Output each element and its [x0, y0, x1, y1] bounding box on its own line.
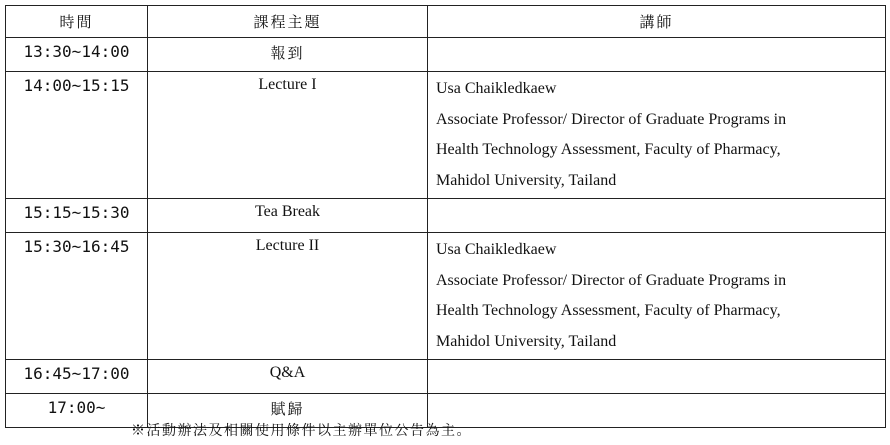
table-row	[6, 38, 886, 72]
speaker-cell	[428, 360, 886, 394]
speaker-title-line: Health Technology Assessment, Faculty of Pharmacy,	[436, 141, 781, 158]
schedule-table	[5, 5, 886, 428]
time-cell: 17:00~	[6, 394, 148, 428]
topic-cell: Lecture II	[148, 233, 428, 360]
topic-cell: 報到	[148, 38, 428, 72]
time-cell: 15:15~15:30	[6, 199, 148, 233]
table-row	[6, 199, 886, 233]
topic-cell: Lecture I	[148, 72, 428, 199]
speaker-cell	[428, 72, 886, 199]
speaker-cell	[428, 199, 886, 233]
speaker-title-line: Health Technology Assessment, Faculty of Pharmacy,	[436, 302, 781, 319]
time-cell: 16:45~17:00	[6, 360, 148, 394]
time-cell: 15:30~16:45	[6, 233, 148, 360]
time-cell: 14:00~15:15	[6, 72, 148, 199]
table-row	[6, 233, 886, 360]
header-time: 時間	[6, 6, 148, 38]
footnote: ※活動辦法及相關使用條件以主辦單位公告為主。	[131, 423, 472, 439]
speaker-name: Usa Chaikledkaew	[436, 80, 557, 97]
speaker-cell	[428, 233, 886, 360]
time-cell: 13:30~14:00	[6, 38, 148, 72]
speaker-affiliation-line: Mahidol University, Tailand	[436, 171, 617, 189]
speaker-cell	[428, 38, 886, 72]
table-row	[6, 72, 886, 199]
speaker-title-line: Associate Professor/ Director of Graduate Programs in	[436, 110, 787, 128]
header-topic: 課程主題	[148, 6, 428, 38]
header-speaker: 講師	[428, 6, 886, 38]
topic-cell: Q&A	[148, 360, 428, 394]
topic-cell: 賦歸	[148, 394, 428, 428]
speaker-title-line: Associate Professor/ Director of Graduate Programs in	[436, 271, 787, 289]
table-header-row	[6, 6, 886, 38]
speaker-affiliation-line: Mahidol University, Tailand	[436, 332, 617, 350]
table-row	[6, 360, 886, 394]
topic-cell: Tea Break	[148, 199, 428, 233]
speaker-name: Usa Chaikledkaew	[436, 241, 557, 258]
speaker-cell	[428, 394, 886, 428]
